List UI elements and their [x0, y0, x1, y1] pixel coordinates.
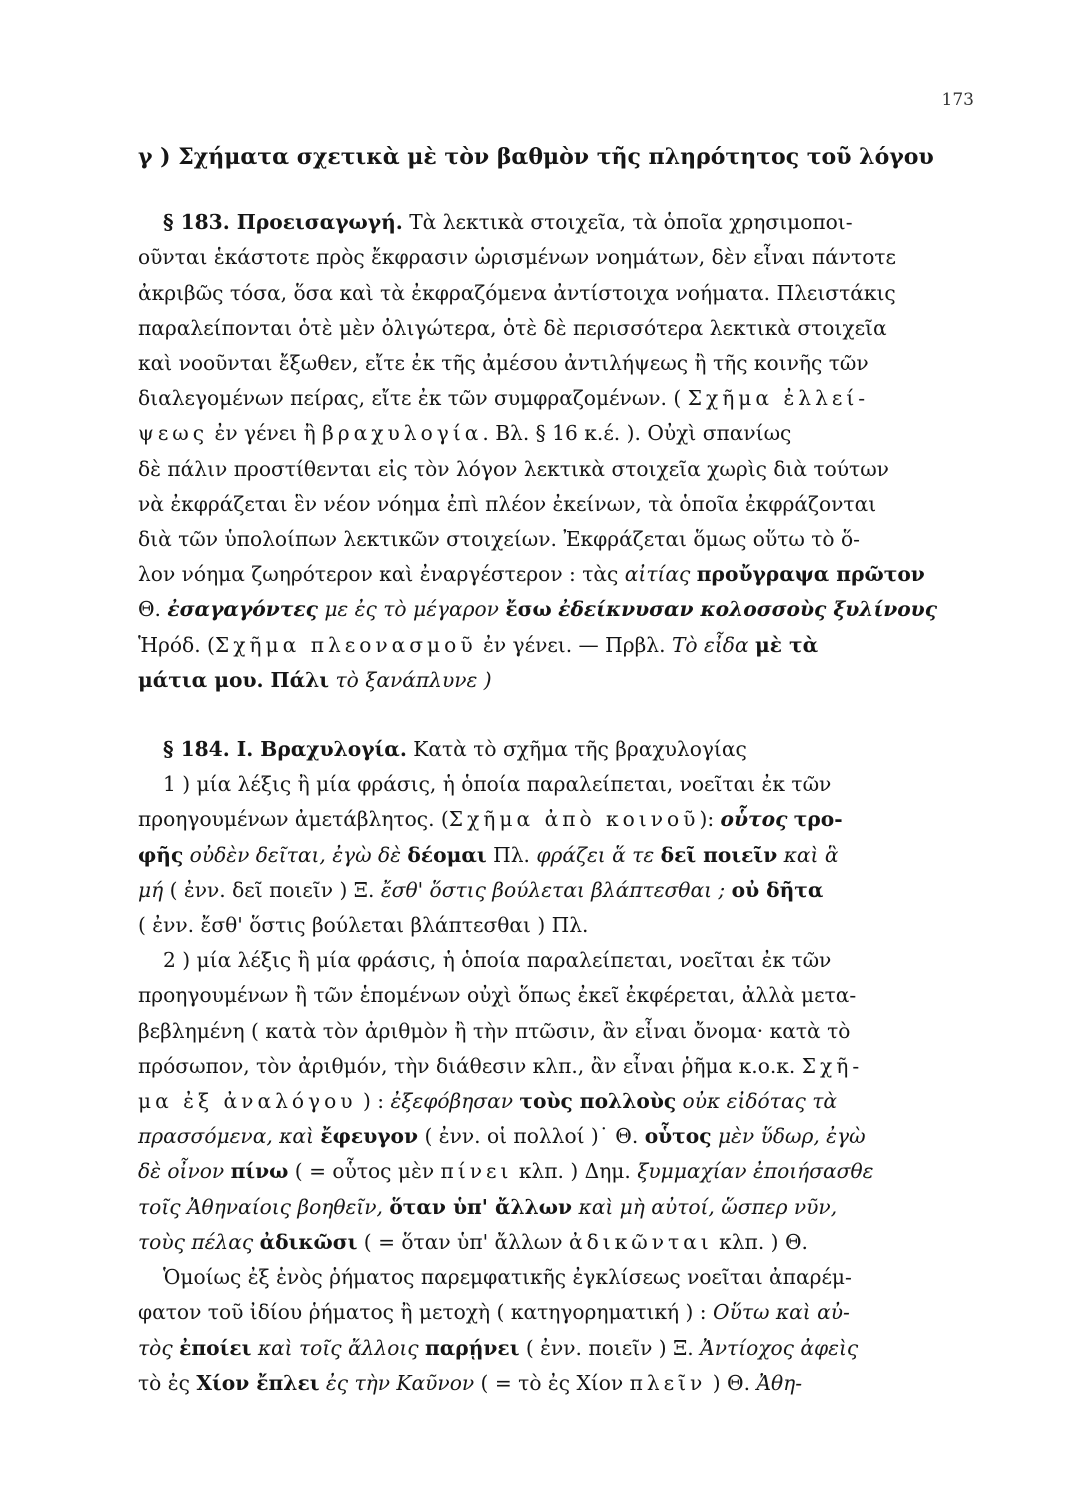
text-span: κλπ. ) Δημ.	[518, 1159, 631, 1184]
text-span: Θ.	[138, 597, 161, 622]
text-span: ἐν γένει ἢ	[214, 421, 316, 446]
text-span: . Βλ. § 16 κ.έ. ). Οὐχὶ σπανίως	[482, 421, 792, 446]
italic-span: πρασσόμενα, καὶ	[138, 1124, 314, 1149]
text-line	[138, 416, 958, 451]
text-line: Ὁμοίως ἐξ ἑνὸς ῥήματος παρεμφατικῆς ἐγκλίσεως νοεῖται ἀπαρέμ-	[163, 1265, 852, 1290]
italic-span: Ἀντίοχος ἀφεὶς	[700, 1335, 859, 1360]
term-spaced: μα ἐξ ἀναλόγου	[138, 1089, 357, 1114]
text-span: ( = τὸ ἐς Χίον	[480, 1370, 624, 1395]
text-line	[138, 1119, 958, 1154]
text-span: ( ἐνν. ποιεῖν ) Ξ.	[525, 1335, 694, 1360]
section-number: § 184. I. Βραχυλογία.	[163, 737, 407, 762]
section-184	[138, 732, 958, 1401]
text-line: προηγουμένων ἢ τῶν ἑπομένων οὐχὶ ὅπως ἐκεῖ ἐκφέρεται, ἀλλὰ μετα-	[138, 983, 857, 1008]
italic-span: τοὺς πέλας	[138, 1229, 254, 1254]
text-line: οῦνται ἑκάστοτε πρὸς ἔκφρασιν ὡρισμένων νοημάτων, δὲν εἶναι πάντοτε	[138, 245, 896, 270]
italic-span: Ἀθη-	[756, 1370, 803, 1395]
bold-span: ὅταν ὑπ' ἄλλων	[389, 1194, 573, 1219]
text-line: 1 ) μία λέξις ἢ μία φράσις, ἡ ὁποία παραλείπεται, νοεῖται ἐκ τῶν	[163, 772, 832, 797]
text-span: διαλεγομένων πείρας, εἴτε ἐκ τῶν συμφραζομένων. (	[138, 386, 682, 411]
italic-span: Τὸ εἶδα	[671, 632, 749, 657]
term-spaced: Σχῆμα ἀπὸ κοινοῦ	[448, 807, 700, 832]
text-span: προηγουμένων ἀμετάβλητος. (	[138, 807, 449, 832]
term-spaced: βραχυλογία	[322, 421, 483, 446]
text-line	[138, 1049, 958, 1084]
bold-span: ἐσαγαγόντες	[167, 597, 318, 622]
text-line: διὰ τῶν ὑπολοίπων λεκτικῶν στοιχείων. Ἐκφράζεται ὅμως οὕτω τὸ ὅ-	[138, 527, 860, 552]
italic-span: καὶ ἃ	[783, 842, 839, 867]
italic-span: καὶ τοῖς ἄλλοις	[257, 1335, 419, 1360]
text-line: ἀκριβῶς τόσα, ὅσα καὶ τὰ ἐκφραζόμενα ἀντίστοιχα νοήματα. Πλειστάκις	[138, 280, 896, 305]
text-span: ) :	[362, 1089, 385, 1114]
italic-span: μὲν ὕδωρ, ἐγὼ	[717, 1124, 866, 1149]
bold-span: ἐποίει	[179, 1335, 252, 1360]
italic-span: τὸς	[138, 1335, 173, 1360]
text-span: ( ἐνν. δεῖ ποιεῖν ) Ξ.	[169, 877, 375, 902]
italic-span: φράζει ἅ τε	[536, 842, 655, 867]
text-span: τὰς	[582, 562, 619, 587]
bold-span: ἀδικῶσι	[259, 1229, 358, 1254]
text-line	[138, 1225, 958, 1260]
text-line	[138, 1154, 958, 1189]
bold-span: τοὺς πολλοὺς	[519, 1089, 677, 1114]
text-line	[138, 838, 958, 873]
text-span: Πλ.	[493, 842, 530, 867]
italic-span: τὸ ξανάπλυνε )	[335, 667, 492, 692]
section-heading: γ ) Σχήματα σχετικὰ μὲ τὸν βαθμὸν τῆς πληρότητος τοῦ λόγου	[138, 144, 934, 170]
term-spaced: Σχῆμα πλεονασμοῦ	[214, 632, 477, 657]
italic-span: Οὕτω καὶ αὐ-	[713, 1300, 850, 1325]
page-body	[138, 140, 958, 1401]
text-span: λον νόημα ζωηρότερον καὶ ἐναργέστερον :	[138, 562, 576, 587]
term-spaced: Σχῆμα ἐλλεί-	[687, 386, 870, 411]
bold-span: ἔφευγον	[320, 1124, 419, 1149]
text-span: ( = οὗτος μὲν	[294, 1159, 435, 1184]
text-span: ( ἐνν. οἱ πολλοί )˙ Θ.	[424, 1124, 639, 1149]
text-line: ( ἐνν. ἔσθ' ὅστις βούλεται βλάπτεσθαι ) Πλ.	[138, 913, 589, 938]
italic-span: καὶ μὴ αὐτοί, ὥσπερ νῦν,	[578, 1194, 838, 1219]
italic-span: ἔσθ' ὅστις βούλεται βλάπτεσθαι ;	[380, 877, 726, 902]
bold-span: Χίον ἔπλει	[196, 1370, 320, 1395]
bold-span: παρῄνει	[425, 1335, 520, 1360]
bold-span: ἐδείκνυσαν κολοσσοὺς ξυλίνους	[558, 597, 937, 622]
bold-span: δέομαι	[407, 842, 487, 867]
text-line	[138, 873, 958, 908]
italic-span: οὐδὲν δεῖται, ἐγὼ δὲ	[189, 842, 401, 867]
italic-span: δὲ οἶνον	[138, 1159, 225, 1184]
bold-span: προὔγραψα πρῶτον	[696, 562, 925, 587]
text-line	[138, 802, 958, 837]
text-span: ἐν γένει. — Πρβλ.	[483, 632, 666, 657]
italic-span: μή	[138, 877, 164, 902]
text-line: νὰ ἐκφράζεται ἓν νέον νόημα ἐπὶ πλέον ἐκείνων, τὰ ὁποῖα ἐκφράζονται	[138, 491, 877, 516]
text-span: Ἡρόδ. (	[138, 632, 215, 657]
text-line: δὲ πάλιν προστίθενται εἰς τὸν λόγον λεκτικὰ στοιχεῖα χωρὶς διὰ τούτων	[138, 456, 889, 481]
bold-span: τρο-	[793, 807, 843, 832]
text-line	[138, 628, 958, 663]
text-span: Τὰ λεκτικὰ στοιχεῖα, τὰ ὁποῖα χρησιμοποι-	[409, 210, 853, 235]
text-line	[138, 1331, 958, 1366]
text-line	[138, 381, 958, 416]
term-spaced: ψεως	[138, 421, 209, 446]
text-line: παραλείπονται ὁτὲ μὲν ὀλιγώτερα, ὁτὲ δὲ περισσότερα λεκτικὰ στοιχεῖα	[138, 315, 887, 340]
text-span: πρόσωπον, τὸν ἀριθμόν, τὴν διάθεσιν κλπ., ἂν εἶναι ῥῆμα κ.ο.κ.	[138, 1053, 796, 1078]
text-span: τὸ ἐς	[138, 1370, 190, 1395]
text-line	[138, 205, 958, 240]
italic-span: ἐξεφόβησαν	[390, 1089, 513, 1114]
term-spaced: πλεῖν	[629, 1370, 707, 1395]
italic-span: αἰτίας	[624, 562, 691, 587]
text-line	[138, 1366, 958, 1401]
text-span: ( = ὅταν ὑπ' ἄλλων	[363, 1229, 563, 1254]
bold-span: οὗτος	[644, 1124, 712, 1149]
bold-span: μὲ τὰ	[754, 632, 819, 657]
text-line	[138, 557, 958, 592]
text-line	[138, 1084, 958, 1119]
text-line	[138, 663, 958, 698]
italic-span: τοῖς Ἀθηναίοις βοηθεῖν,	[138, 1194, 383, 1219]
text-span: Κατὰ τὸ σχῆμα τῆς βραχυλογίας	[413, 737, 747, 762]
text-line: 2 ) μία λέξις ἢ μία φράσις, ἡ ὁποία παραλείπεται, νοεῖται ἐκ τῶν	[163, 948, 832, 973]
term-spaced: Σχῆ-	[801, 1053, 864, 1078]
bold-span: ἔσω	[505, 597, 552, 622]
bold-span: φῆς	[138, 842, 184, 867]
bold-span: πίνω	[230, 1159, 289, 1184]
text-span: κλπ. ) Θ.	[719, 1229, 808, 1254]
section-183	[138, 205, 958, 698]
bold-span: οὗτος	[720, 807, 788, 832]
text-span: φατον τοῦ ἰδίου ῥήματος ἢ μετοχὴ ( κατηγορηματική ) :	[138, 1300, 707, 1325]
text-line	[138, 1295, 958, 1330]
section-number: § 183. Προεισαγωγή.	[163, 210, 403, 235]
text-line	[138, 732, 958, 767]
italic-span: με ἐς τὸ μέγαρον	[324, 597, 499, 622]
term-spaced: πίνει	[440, 1159, 513, 1184]
text-line	[138, 1190, 958, 1225]
text-line: καὶ νοοῦνται ἔξωθεν, εἴτε ἐκ τῆς ἀμέσου ἀντιλήψεως ἢ τῆς κοινῆς τῶν	[138, 351, 869, 376]
text-line: βεβλημένη ( κατὰ τὸν ἀριθμὸν ἢ τὴν πτῶσιν, ἂν εἶναι ὄνομα· κατὰ τὸ	[138, 1018, 851, 1043]
text-span: ) Θ.	[712, 1370, 751, 1395]
page-number: 173	[941, 90, 974, 110]
italic-span: οὐκ εἰδότας τὰ	[682, 1089, 838, 1114]
bold-span: δεῖ ποιεῖν	[660, 842, 778, 867]
italic-span: ξυμμαχίαν ἐποιήσασθε	[637, 1159, 874, 1184]
text-span: ):	[699, 807, 715, 832]
italic-span: ἐς τὴν Καῦνον	[325, 1370, 475, 1395]
term-spaced: ἀδικῶνται	[568, 1229, 713, 1254]
bold-span: μάτια μου. Πάλι	[138, 667, 330, 692]
bold-span: οὐ δῆτα	[731, 877, 824, 902]
text-line	[138, 592, 958, 627]
